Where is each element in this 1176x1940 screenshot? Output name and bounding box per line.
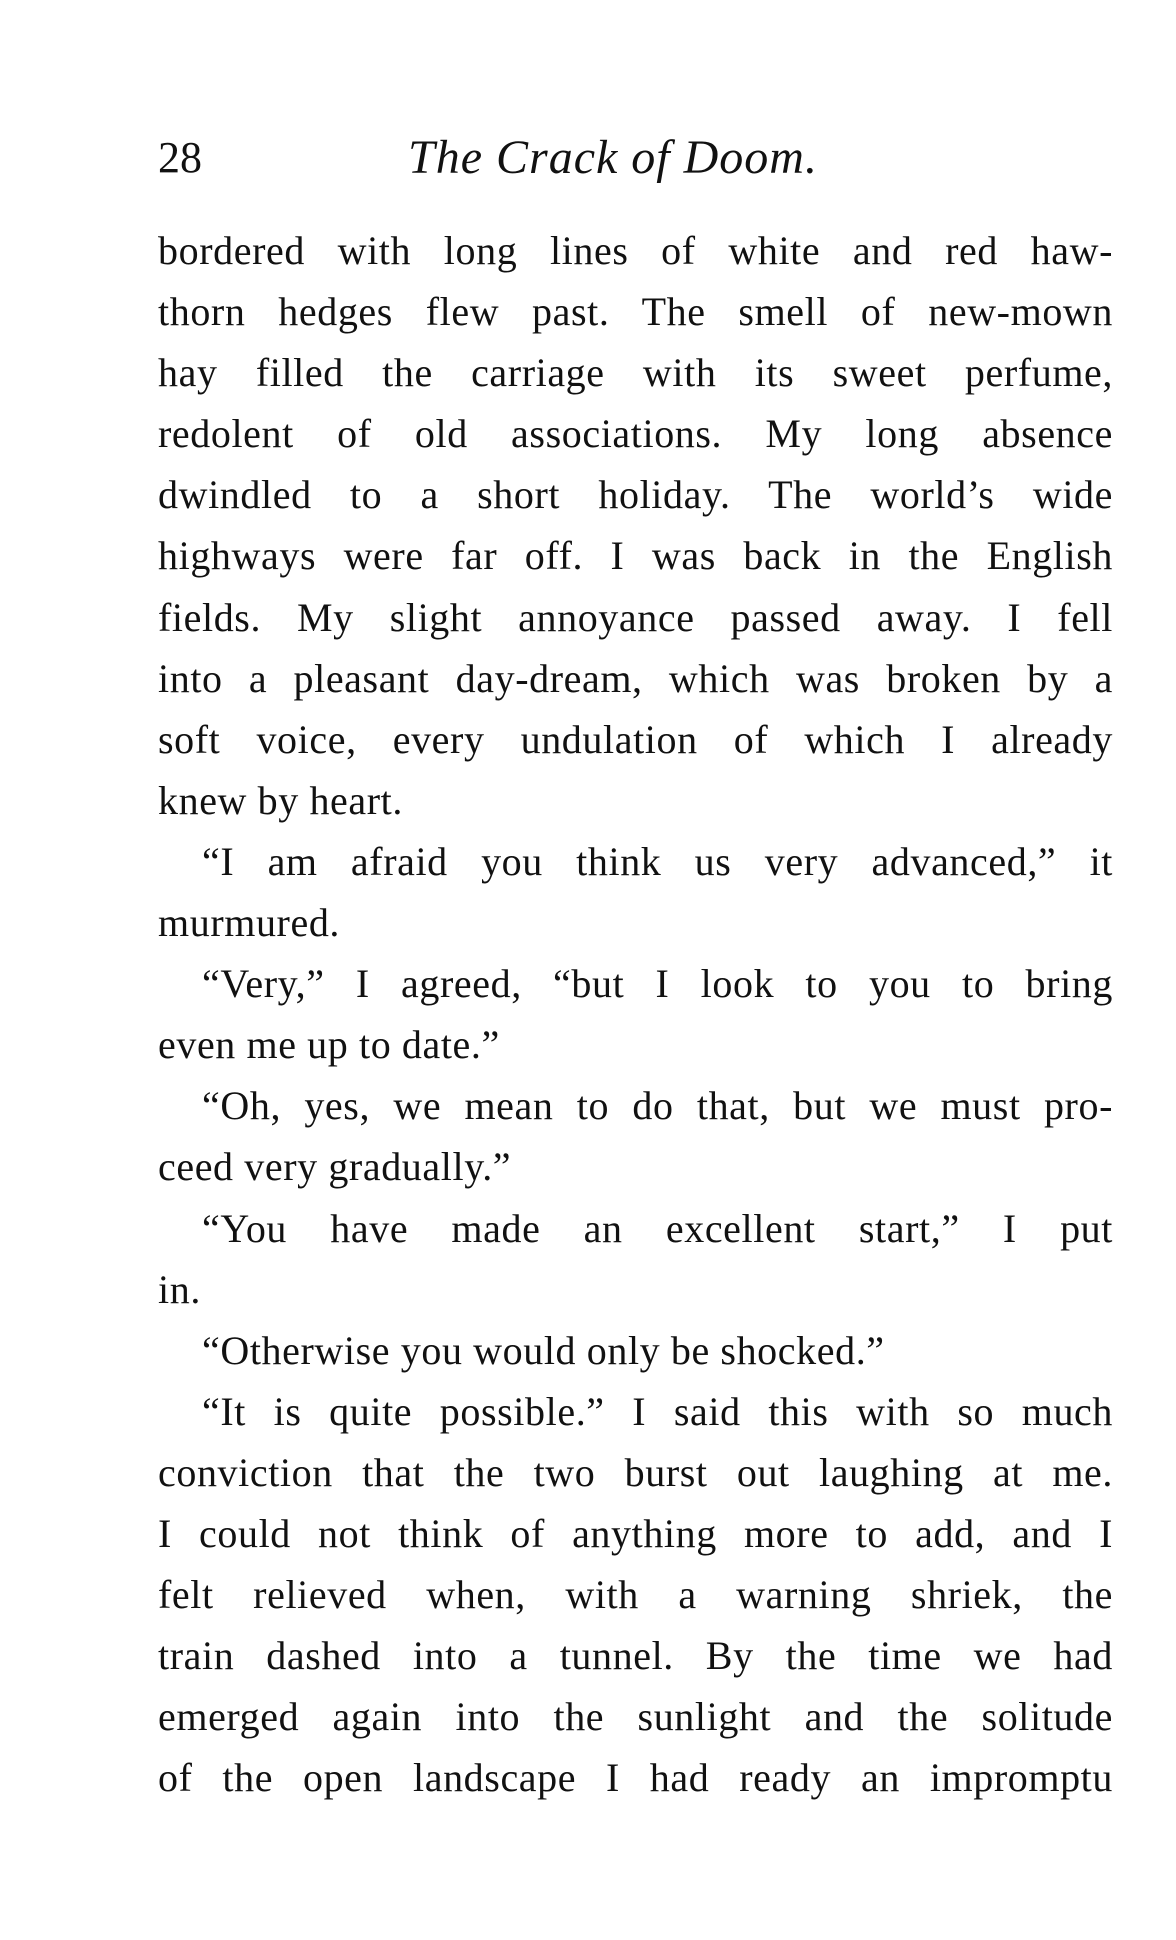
text-line: emerged again into the sunlight and the solitude: [158, 1694, 1113, 1740]
text-line: highways were far off. I was back in the English: [158, 533, 1113, 579]
text-line: “You have made an excellent start,” I put: [202, 1205, 1113, 1251]
text-line: ceed very gradually.”: [158, 1144, 512, 1190]
text-line: “Otherwise you would only be shocked.”: [202, 1327, 885, 1373]
text-line: hay filled the carriage with its sweet perfume,: [158, 350, 1113, 396]
page-number: 28: [158, 133, 202, 182]
text-line: soft voice, every undulation of which I already: [158, 716, 1113, 762]
text-line: “Very,” I agreed, “but I look to you to bring: [202, 961, 1113, 1007]
text-line: thorn hedges flew past. The smell of new-mown: [158, 289, 1113, 335]
text-line: “It is quite possible.” I said this with so much: [202, 1388, 1113, 1434]
text-line: felt relieved when, with a warning shriek, the: [158, 1572, 1113, 1618]
text-line: even me up to date.”: [158, 1022, 500, 1068]
text-line: into a pleasant day-dream, which was broken by a: [158, 655, 1113, 701]
page-header: [158, 128, 1113, 188]
text-line: “Oh, yes, we mean to do that, but we must pro-: [202, 1083, 1113, 1129]
text-line: of the open landscape I had ready an impromptu: [158, 1755, 1113, 1801]
text-line: “I am afraid you think us very advanced,” it: [202, 838, 1113, 884]
running-title: The Crack of Doom.: [408, 131, 818, 184]
text-line: bordered with long lines of white and red haw-: [158, 228, 1113, 273]
text-line: train dashed into a tunnel. By the time we had: [158, 1633, 1113, 1679]
text-line: murmured.: [158, 900, 341, 946]
text-line: conviction that the two burst out laughing at me.: [158, 1449, 1113, 1495]
text-line: redolent of old associations. My long absence: [158, 411, 1113, 457]
text-line: fields. My slight annoyance passed away. I fell: [158, 594, 1113, 640]
body-text: [158, 220, 1113, 1808]
text-line: knew by heart.: [158, 777, 403, 823]
text-line: I could not think of anything more to add, and I: [158, 1510, 1113, 1556]
text-line: dwindled to a short holiday. The world’s wide: [158, 472, 1113, 518]
text-line: in.: [158, 1266, 201, 1312]
